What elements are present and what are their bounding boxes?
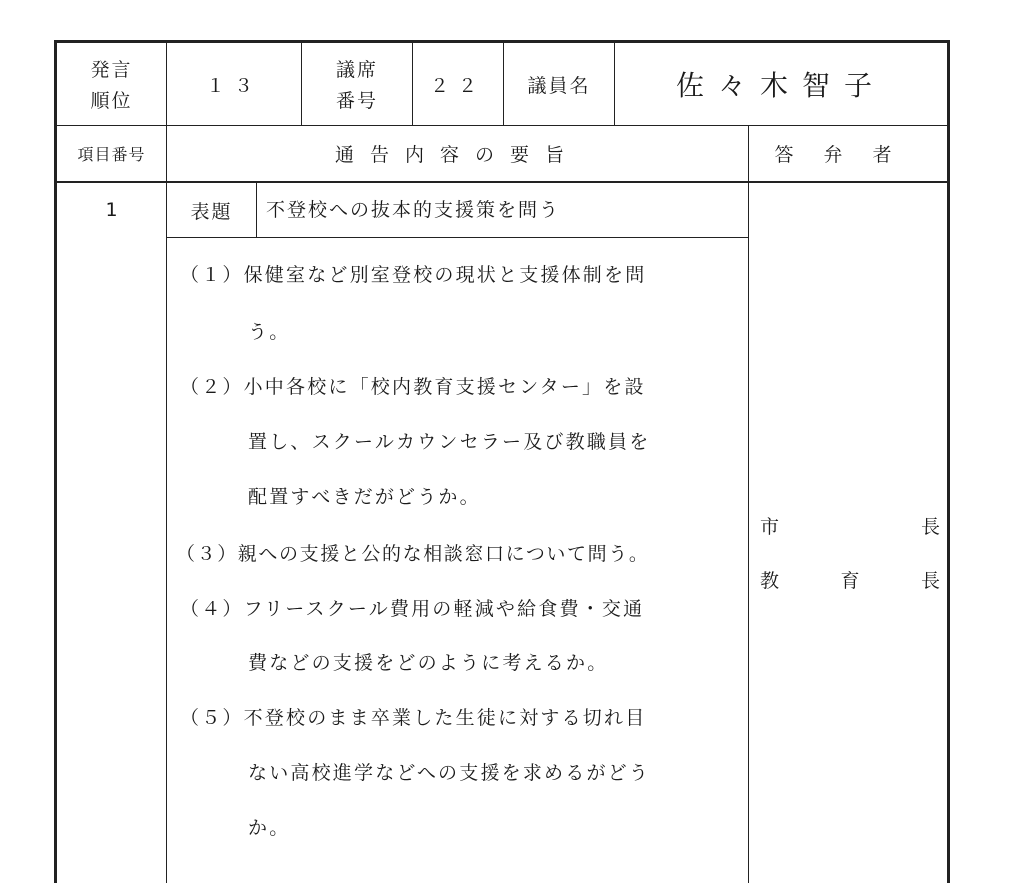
col-divider-responder [748, 125, 749, 883]
content-line: か。 [248, 817, 291, 839]
content-line: 配置すべきだがどうか。 [248, 486, 481, 508]
seat-label: 議席 番号 [335, 59, 378, 112]
content-line: 置し、スクールカウンセラー及び教職員を [248, 431, 651, 453]
title-bottom-line [166, 237, 749, 238]
content-line: （１）保健室など別室登校の現状と支援体制を問 [180, 264, 647, 286]
responder-superintendent: 教 育 長 [760, 570, 940, 592]
title-divider [256, 183, 257, 237]
content-line: う。 [248, 321, 291, 343]
content-line: （２）小中各校に「校内教育支援センター」を設 [180, 376, 646, 398]
speak-order-value: １３ [205, 74, 262, 97]
item-title: 不登校への抜本的支援策を問う [266, 199, 561, 221]
speak-order-label: 発言 順位 [90, 59, 133, 112]
content-line: （５）不登校のまま卒業した生徒に対する切れ目 [180, 707, 647, 729]
member-name: 佐々木智子 [675, 69, 886, 102]
content-line: ない高校進学などへの支援を求めるがどう [248, 762, 651, 784]
title-label: 表題 [190, 200, 233, 223]
outer-right-border [947, 40, 950, 883]
content-line: （３）親への支援と公的な相談窓口について問う。 [176, 543, 650, 565]
responder-label: 答弁者 [774, 144, 922, 166]
content-line: （４）フリースクール費用の軽減や給食費・交通 [180, 598, 645, 620]
item-number: 1 [105, 199, 118, 221]
item-number-label: 項目番号 [77, 145, 146, 164]
member-label: 議員名 [527, 74, 591, 97]
responder-mayor: 市 長 [760, 516, 940, 538]
seat-value: ２２ [429, 74, 486, 97]
summary-label: 通告内容の要旨 [334, 144, 580, 166]
content-line: 費などの支援をどのように考えるか。 [248, 652, 609, 674]
